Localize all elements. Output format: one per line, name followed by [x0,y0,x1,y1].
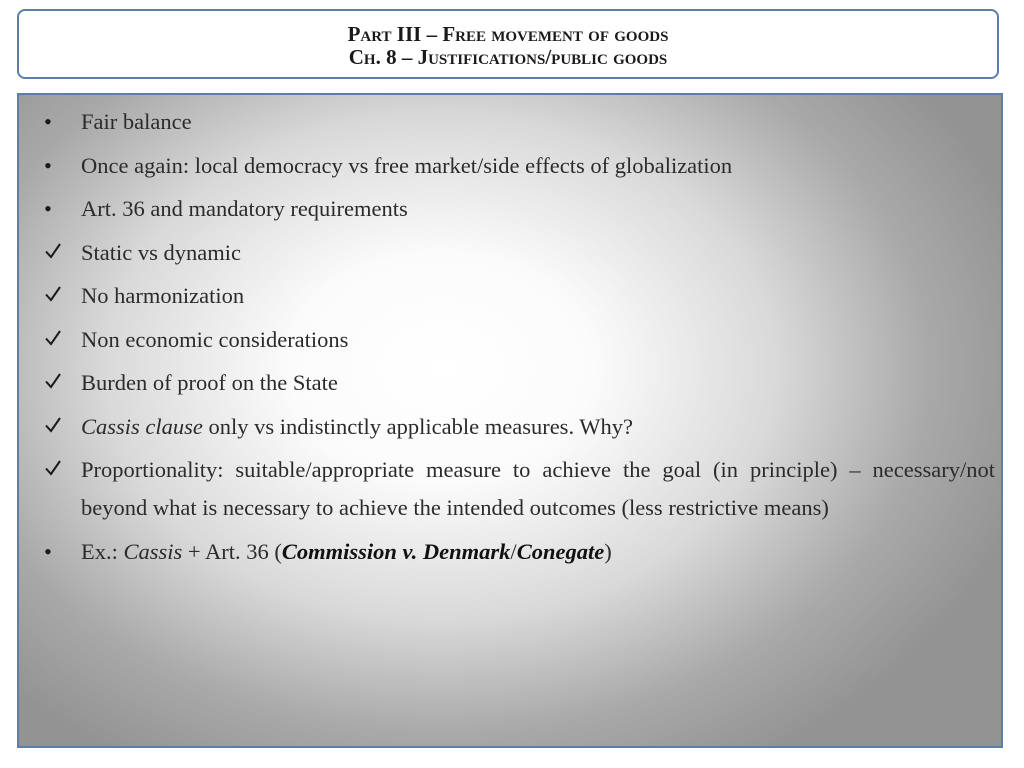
list-item [19,533,1005,570]
slide-title-line-1: Part III – Free movement of goods [347,22,669,46]
slide-title-box [17,9,999,79]
item-text: Static vs dynamic [81,239,241,265]
list-item [19,321,1005,358]
checkmark-icon [44,329,62,347]
item-text: Art. 36 and mandatory requirements [81,196,408,221]
checkmark-icon [44,242,62,260]
item-text: No harmonization [81,283,245,308]
list-item [19,364,1005,401]
item-text: Non economic considerations [81,326,349,352]
item-text: / [510,538,517,564]
item-text: Fair balance [81,109,192,134]
item-text: Burden of proof on the State [81,370,338,395]
checkmark-icon [44,416,62,434]
list-item [19,103,1005,140]
bullet-icon: • [44,538,52,564]
item-text-italic: Cassis [123,538,183,564]
list-item [19,147,1005,184]
case-name-2: Conegate [516,538,605,564]
item-text: only vs indistinctly applicable measures. Why? [202,413,634,439]
slide-title-line-2: Ch. 8 – Justifications/public goods [348,45,668,69]
item-text: Ex.: [81,538,124,564]
bullet-list [19,103,1005,576]
item-text-italic: Cassis clause [81,413,203,439]
item-text: Once again: local democracy vs free market/side effects of globalization [81,152,733,178]
case-name-1: Commission v. Denmark [281,538,511,564]
checkmark-icon [44,372,62,390]
list-item [19,277,1005,314]
list-item [19,451,1005,526]
bullet-icon: • [44,109,52,134]
checkmark-icon [44,459,62,477]
bullet-icon: • [44,152,52,178]
list-item [19,190,1005,227]
bullet-icon: • [44,196,52,221]
list-item [19,234,1005,271]
list-item [19,408,1005,445]
item-text: Proportionality: suitable/appropriate measure to achieve the goal (in principle) – necessary/not beyond what is necessary to achieve the intended outcomes (less restrictive means) [81,457,995,520]
item-text: ) [604,538,612,564]
slide-content-area [17,93,1003,748]
item-text: + Art. 36 ( [182,538,282,564]
checkmark-icon [44,285,62,303]
